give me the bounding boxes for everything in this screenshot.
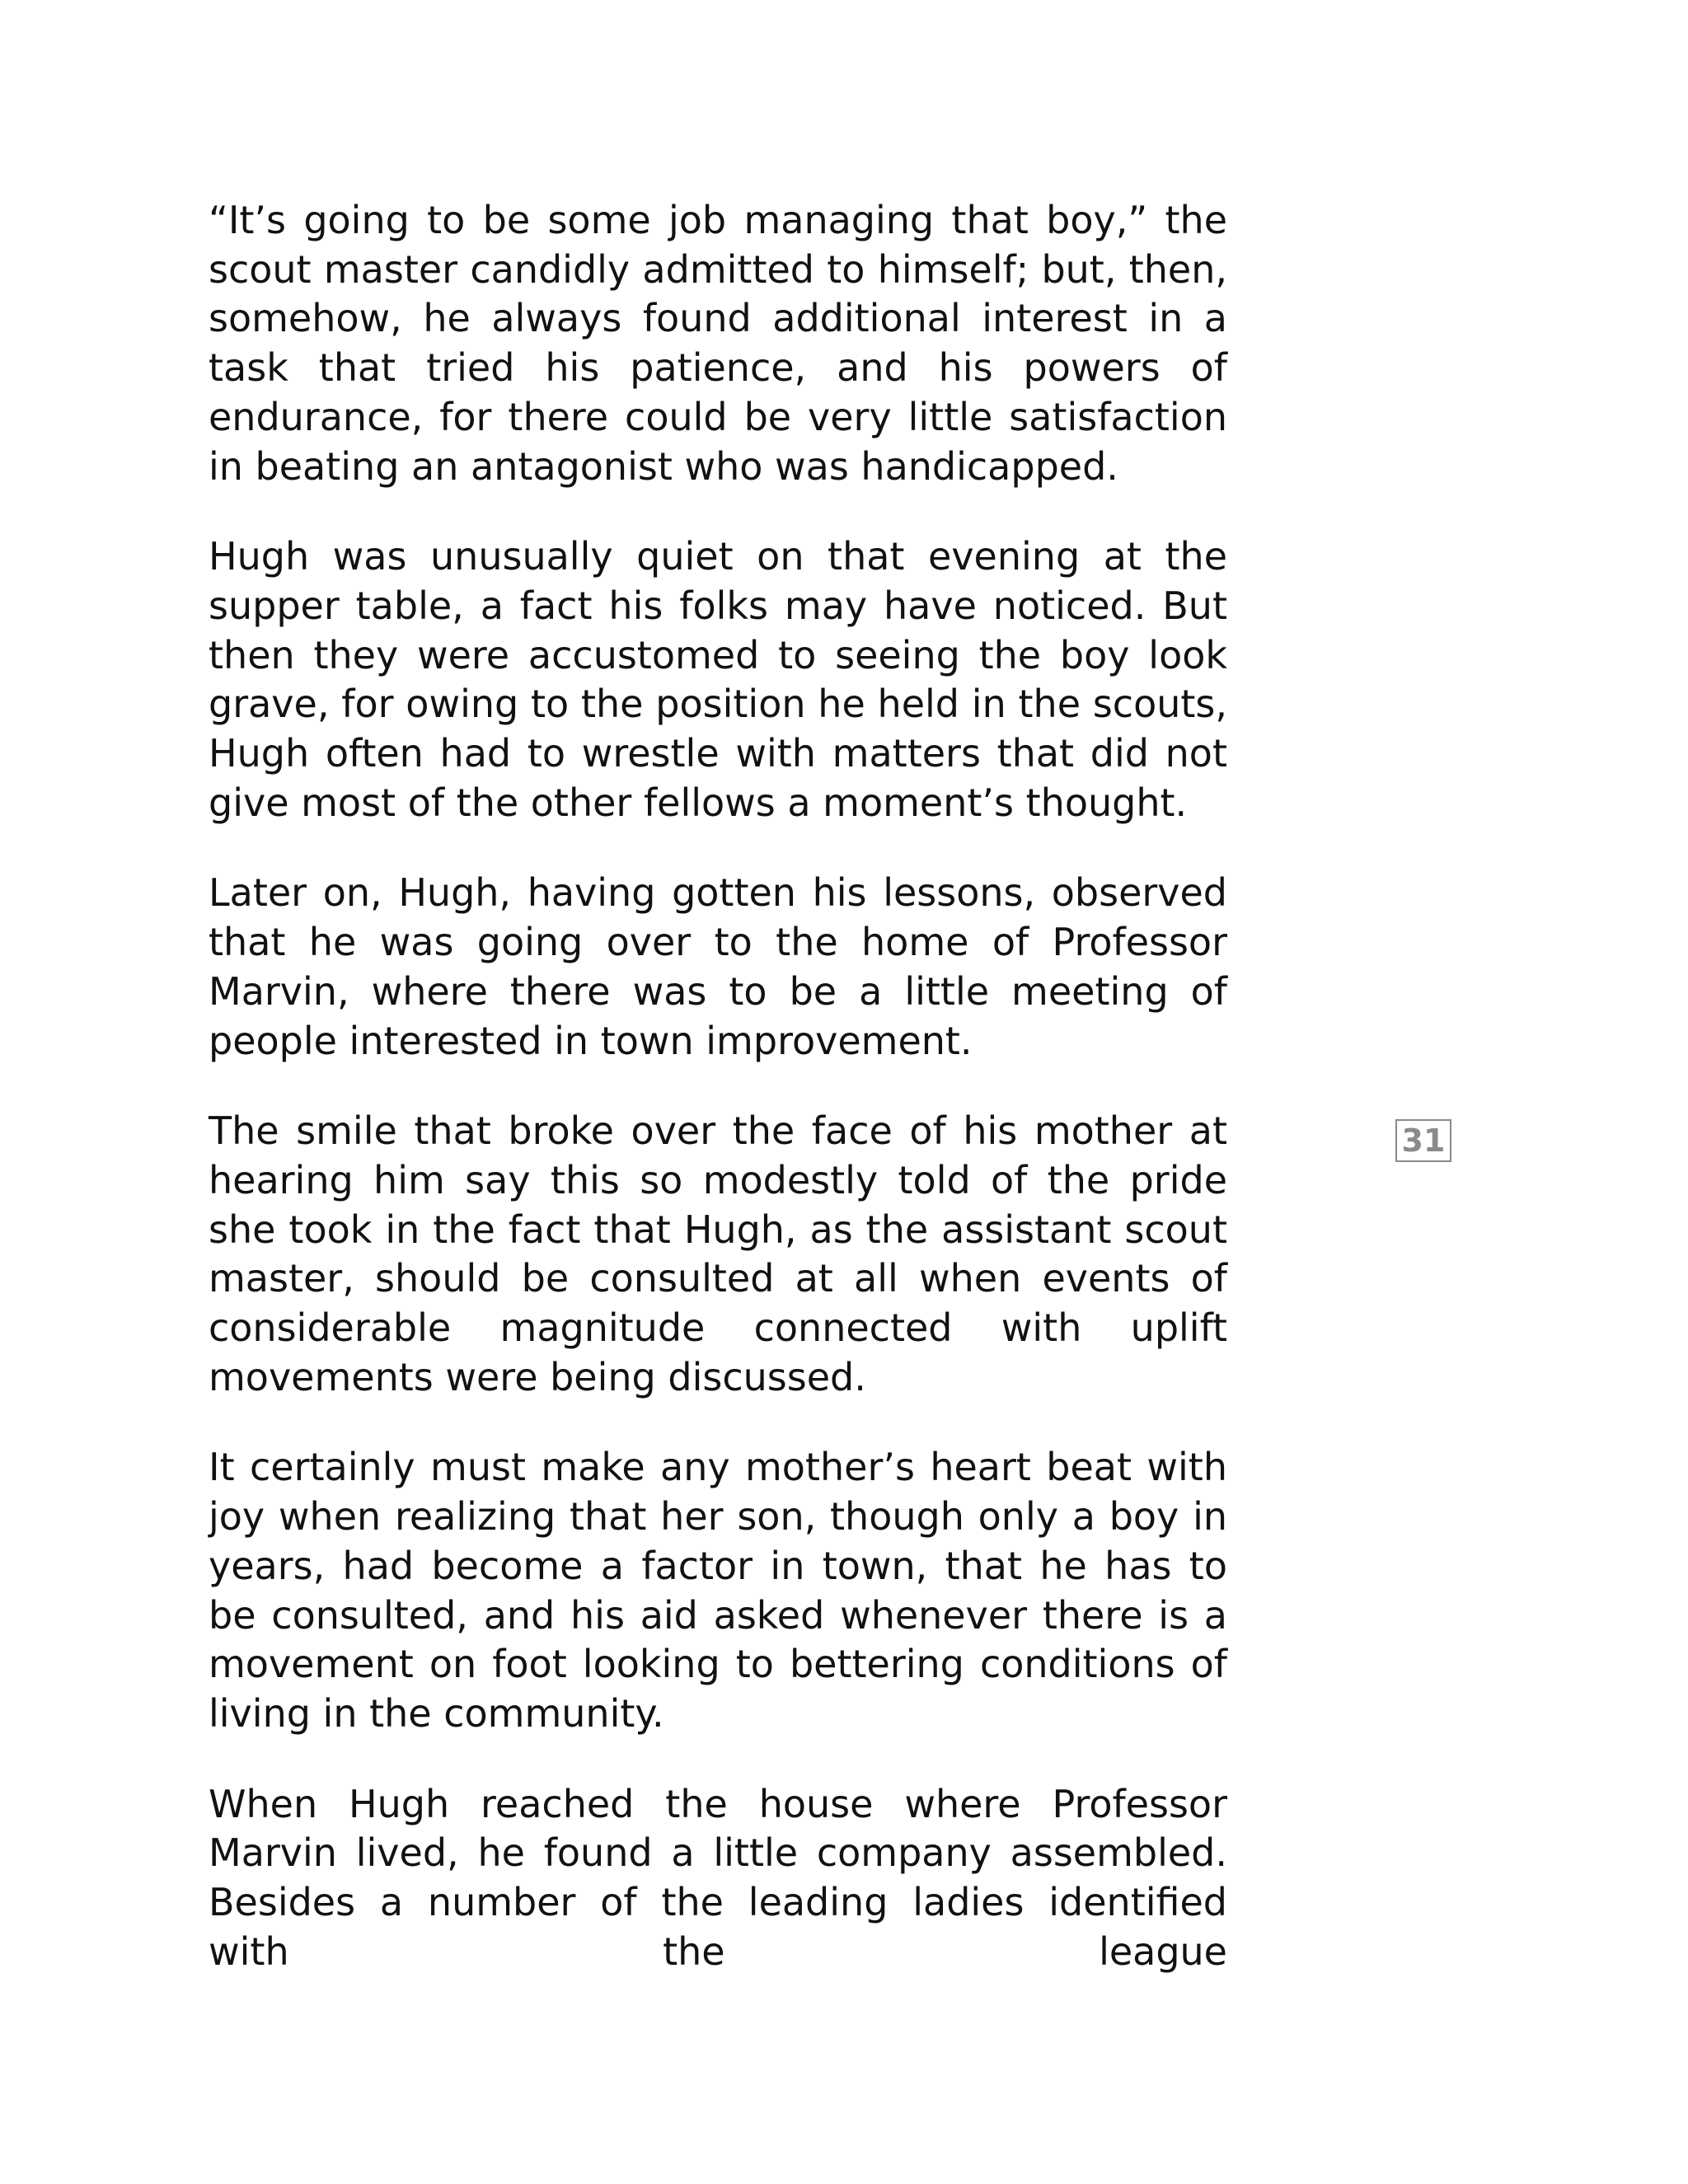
paragraph-last: When Hugh reached the house where Professor Marvin lived, he found a little company assembled. Besides a number of the leading ladies identified with the league <box>209 1781 1227 1974</box>
page-number-badge: 31 <box>1395 1119 1451 1162</box>
paragraph: “It’s going to be some job managing that boy,” the scout master candidly admitted to himself; but, then, somehow, he always found additional interest in a task that tried his patience, and his powers of endurance, for there could be very little satisfaction in beating an antagonist who was handicapped. <box>209 198 1227 489</box>
paragraph: The smile that broke over the face of his mother at hearing him say this so modestly told of the pride she took in the fact that Hugh, as the assistant scout master, should be consulted at all when events of considerable magnitude connected with uplift movements were being discussed. <box>209 1108 1227 1399</box>
paragraph: Hugh was unusually quiet on that evening at the supper table, a fact his folks may have noticed. But then they were accustomed to seeing the boy look grave, for owing to the position he held in the scouts, Hugh often had to wrestle with matters that did not give most of the other fellows a moment’s thought. <box>209 534 1227 825</box>
paragraph: It certainly must make any mother’s heart beat with joy when realizing that her son, though only a boy in years, had become a factor in town, that he has to be consulted, and his aid asked whenever there is a movement on foot looking to bettering conditions of living in the community. <box>209 1445 1227 1736</box>
paragraph: Later on, Hugh, having gotten his lessons, observed that he was going over to the home of Professor Marvin, where there was to be a little meeting of people interested in town improvement. <box>209 870 1227 1063</box>
body-text <box>209 196 1227 2018</box>
